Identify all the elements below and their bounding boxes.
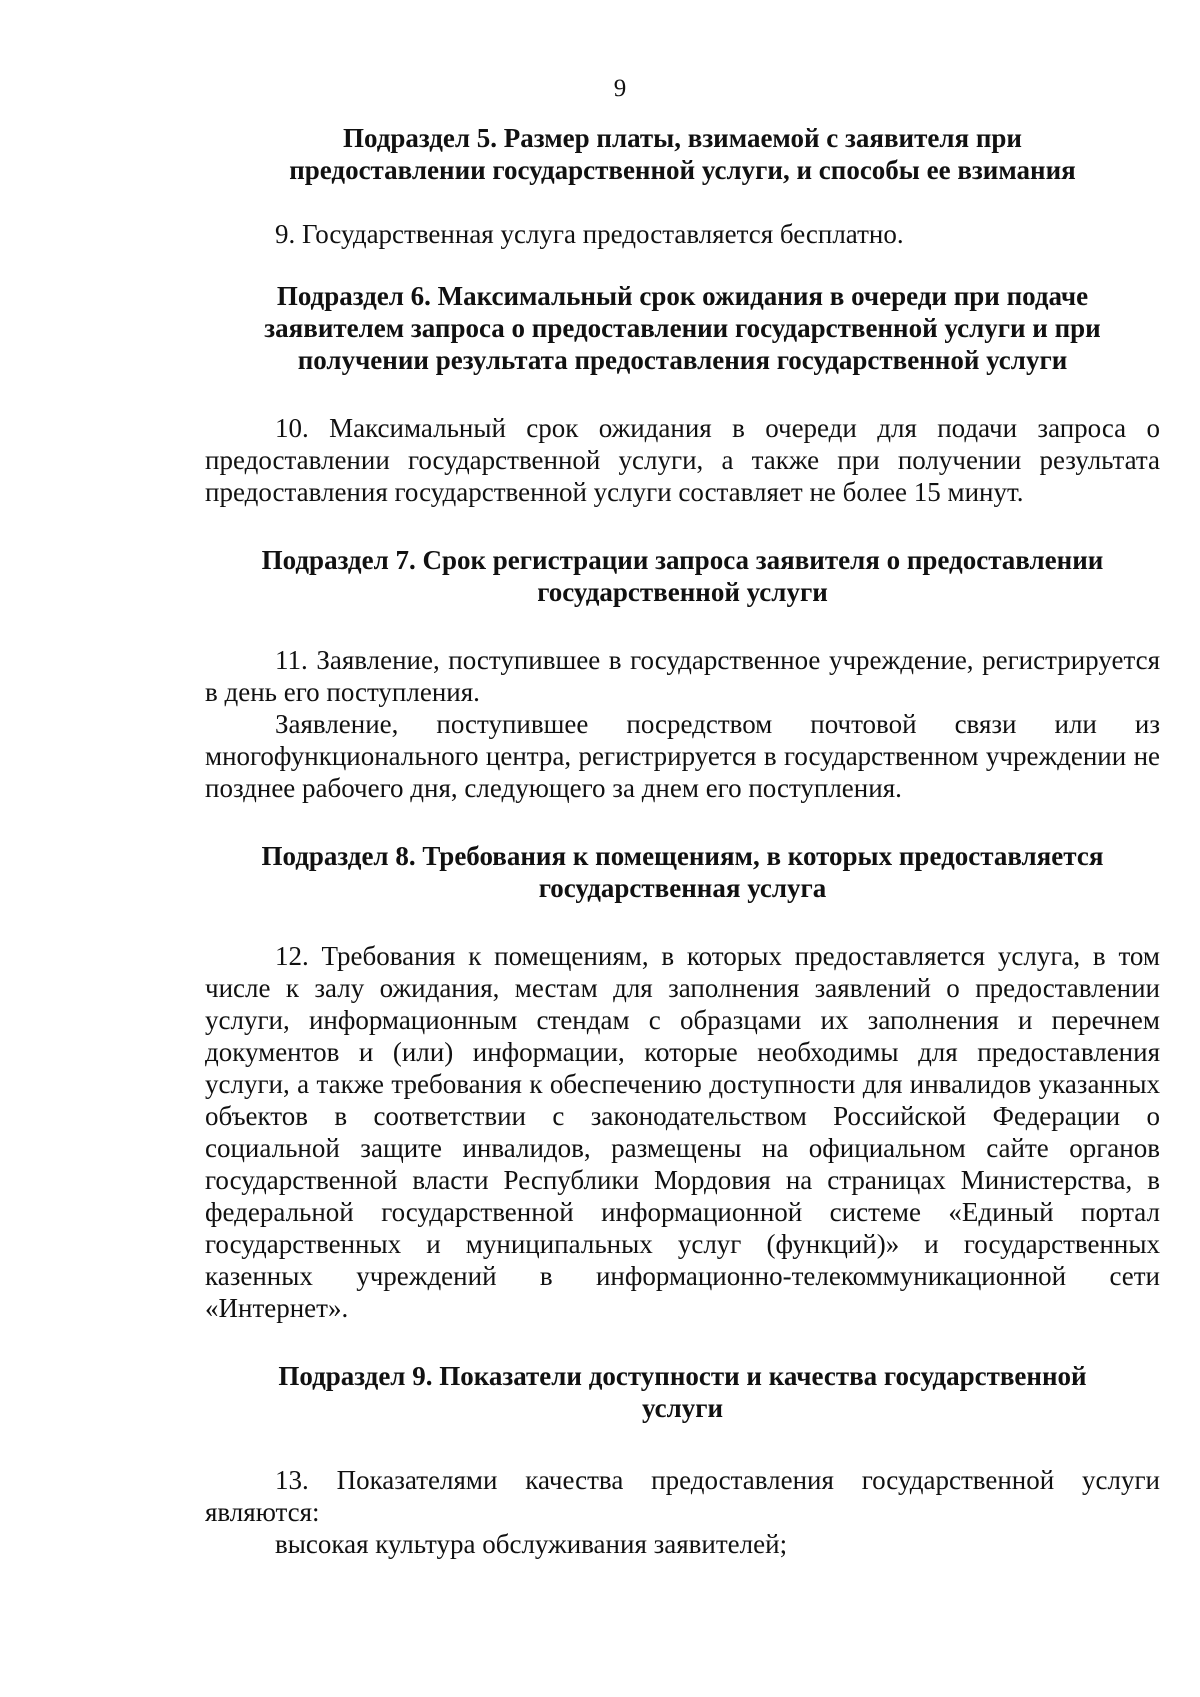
heading-line: Подраздел 9. Показатели доступности и качества государственной — [278, 1361, 1087, 1391]
section-heading-9 — [205, 1360, 1160, 1424]
heading-line: заявителем запроса о предоставлении государственной услуги и при — [264, 313, 1101, 343]
heading-line: предоставлении государственной услуги, и способы ее взимания — [289, 155, 1076, 185]
heading-line: Подраздел 5. Размер платы, взимаемой с заявителя при — [343, 123, 1022, 153]
section-heading-7 — [205, 544, 1160, 608]
paragraph-9: 9. Государственная услуга предоставляется бесплатно. — [275, 219, 904, 249]
heading-line: Подраздел 7. Срок регистрации запроса заявителя о предоставлении — [261, 545, 1104, 575]
paragraph-11-continued: Заявление, поступившее посредством почтовой связи или из многофункционального центра, регистрируется в государственном учреждении не позднее рабочего дня, следующего за днем его поступления. — [205, 709, 1160, 803]
section-heading-5 — [205, 122, 1160, 186]
heading-line: государственной услуги — [537, 577, 828, 607]
heading-line: Подраздел 8. Требования к помещениям, в которых предоставляется — [261, 841, 1104, 871]
paragraph-13: 13. Показателями качества предоставления государственной услуги являются: — [205, 1465, 1160, 1527]
heading-line: получении результата предоставления государственной услуги — [297, 345, 1068, 375]
page-number: 9 — [613, 75, 627, 102]
heading-line: услуги — [641, 1393, 724, 1423]
section-heading-8 — [205, 840, 1160, 904]
paragraph-11: 11. Заявление, поступившее в государственное учреждение, регистрируется в день его поступления. — [205, 645, 1160, 707]
document-body — [205, 122, 1160, 1560]
section-heading-6 — [205, 280, 1160, 376]
heading-line: Подраздел 6. Максимальный срок ожидания в очереди при подаче — [276, 281, 1089, 311]
heading-line: государственная услуга — [538, 873, 827, 903]
paragraph-10: 10. Максимальный срок ожидания в очереди для подачи запроса о предоставлении государственной услуги, а также при получении результата предоставления государственной услуги составляет не более 15 минут. — [205, 413, 1160, 507]
paragraph-12: 12. Требования к помещениям, в которых предоставляется услуга, в том числе к залу ожидания, местам для заполнения заявлений о предоставлении услуги, информационным стендам с образцами их заполнения и перечнем документов и (или) информации, которые необходимы для предоставления услуги, а также требования к обеспечению доступности для инвалидов указанных объектов в соответствии с законодательством Российской Федерации о социальной защите инвалидов, размещены на официальном сайте органов государственной власти Республики Мордовия на страницах Министерства, в федеральной государственной информационной системе «Единый портал государственных и муниципальных услуг (функций)» и государственных казенных учреждений в информационно-телекоммуникационной сети «Интернет». — [205, 941, 1160, 1323]
paragraph-13-item: высокая культура обслуживания заявителей; — [275, 1529, 788, 1559]
